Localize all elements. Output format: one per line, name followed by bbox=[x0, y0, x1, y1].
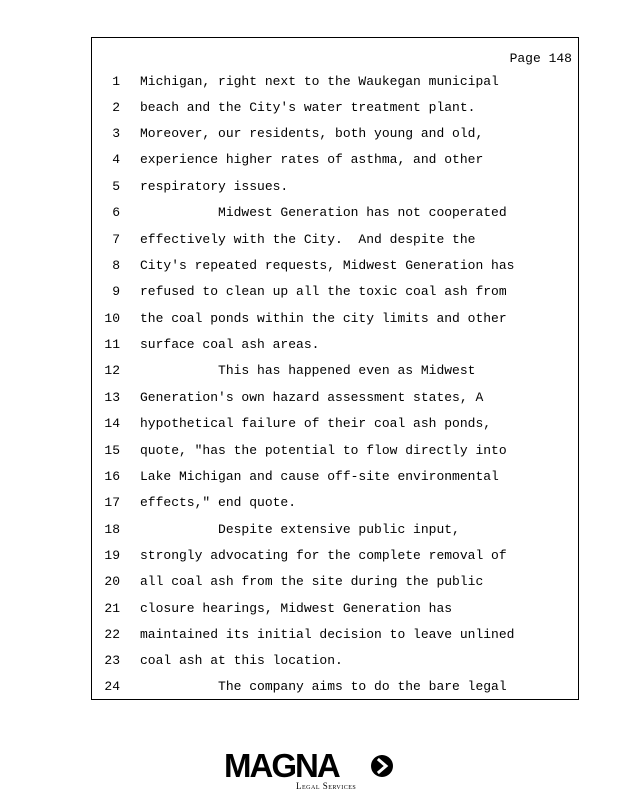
transcript-line bbox=[92, 152, 578, 178]
magna-logo bbox=[222, 748, 397, 793]
line-text: refused to clean up all the toxic coal ash from bbox=[140, 284, 507, 299]
transcript-line bbox=[92, 284, 578, 310]
transcript-line bbox=[92, 390, 578, 416]
logo-tagline: Legal Services bbox=[296, 781, 357, 791]
line-text: Despite extensive public input, bbox=[140, 522, 460, 537]
transcript-line bbox=[92, 205, 578, 231]
line-number: 11 bbox=[104, 337, 120, 352]
line-number: 6 bbox=[112, 205, 120, 220]
line-text: Michigan, right next to the Waukegan municipal bbox=[140, 74, 499, 89]
line-number: 1 bbox=[112, 74, 120, 89]
line-number: 3 bbox=[112, 126, 120, 141]
line-number: 22 bbox=[104, 627, 120, 642]
line-text: coal ash at this location. bbox=[140, 653, 343, 668]
line-text: all coal ash from the site during the public bbox=[140, 574, 484, 589]
line-text: hypothetical failure of their coal ash ponds, bbox=[140, 416, 492, 431]
line-text: closure hearings, Midwest Generation has bbox=[140, 601, 453, 616]
transcript-line bbox=[92, 679, 578, 705]
page-number: Page 148 bbox=[509, 51, 572, 66]
transcript-line bbox=[92, 469, 578, 495]
line-number: 2 bbox=[112, 100, 120, 115]
line-number: 16 bbox=[104, 469, 120, 484]
line-number: 12 bbox=[104, 363, 120, 378]
line-text: maintained its initial decision to leave unlined bbox=[140, 627, 515, 642]
line-text: Midwest Generation has not cooperated bbox=[140, 205, 507, 220]
line-text: experience higher rates of asthma, and other bbox=[140, 152, 484, 167]
transcript-line bbox=[92, 74, 578, 100]
line-text: Generation's own hazard assessment states, A bbox=[140, 390, 484, 405]
line-text: Moreover, our residents, both young and old, bbox=[140, 126, 484, 141]
line-number: 13 bbox=[104, 390, 120, 405]
transcript-line bbox=[92, 522, 578, 548]
line-number: 18 bbox=[104, 522, 120, 537]
line-number: 15 bbox=[104, 443, 120, 458]
line-text: City's repeated requests, Midwest Generation has bbox=[140, 258, 515, 273]
line-number: 21 bbox=[104, 601, 120, 616]
line-text: The company aims to do the bare legal bbox=[140, 679, 507, 694]
transcript-line bbox=[92, 653, 578, 679]
line-number: 10 bbox=[104, 311, 120, 326]
transcript-line bbox=[92, 548, 578, 574]
line-text: effects," end quote. bbox=[140, 495, 297, 510]
transcript-line bbox=[92, 179, 578, 205]
transcript-line bbox=[92, 311, 578, 337]
chevron-right-circle-icon bbox=[370, 754, 394, 778]
line-number: 23 bbox=[104, 653, 120, 668]
line-text: This has happened even as Midwest bbox=[140, 363, 476, 378]
line-number: 9 bbox=[112, 284, 120, 299]
line-number: 14 bbox=[104, 416, 120, 431]
line-text: beach and the City's water treatment plant. bbox=[140, 100, 476, 115]
line-number: 19 bbox=[104, 548, 120, 563]
transcript-line bbox=[92, 232, 578, 258]
transcript-line bbox=[92, 627, 578, 653]
transcript-line bbox=[92, 443, 578, 469]
transcript-line bbox=[92, 363, 578, 389]
line-text: effectively with the City. And despite the bbox=[140, 232, 476, 247]
transcript-line bbox=[92, 601, 578, 627]
line-number: 24 bbox=[104, 679, 120, 694]
logo-wordmark: MAGNA bbox=[224, 747, 339, 784]
line-text: respiratory issues. bbox=[140, 179, 289, 194]
transcript-line bbox=[92, 100, 578, 126]
transcript-line bbox=[92, 495, 578, 521]
line-number: 8 bbox=[112, 258, 120, 273]
line-number: 4 bbox=[112, 152, 120, 167]
line-number: 7 bbox=[112, 232, 120, 247]
transcript-line bbox=[92, 574, 578, 600]
line-number: 17 bbox=[104, 495, 120, 510]
line-number: 20 bbox=[104, 574, 120, 589]
transcript-page bbox=[91, 37, 579, 700]
line-text: quote, "has the potential to flow directly into bbox=[140, 443, 507, 458]
line-text: the coal ponds within the city limits and other bbox=[140, 311, 507, 326]
line-number: 5 bbox=[112, 179, 120, 194]
transcript-line bbox=[92, 337, 578, 363]
transcript-line bbox=[92, 258, 578, 284]
transcript-line bbox=[92, 416, 578, 442]
line-text: strongly advocating for the complete removal of bbox=[140, 548, 507, 563]
transcript-line bbox=[92, 126, 578, 152]
line-text: surface coal ash areas. bbox=[140, 337, 320, 352]
line-text: Lake Michigan and cause off-site environmental bbox=[140, 469, 499, 484]
